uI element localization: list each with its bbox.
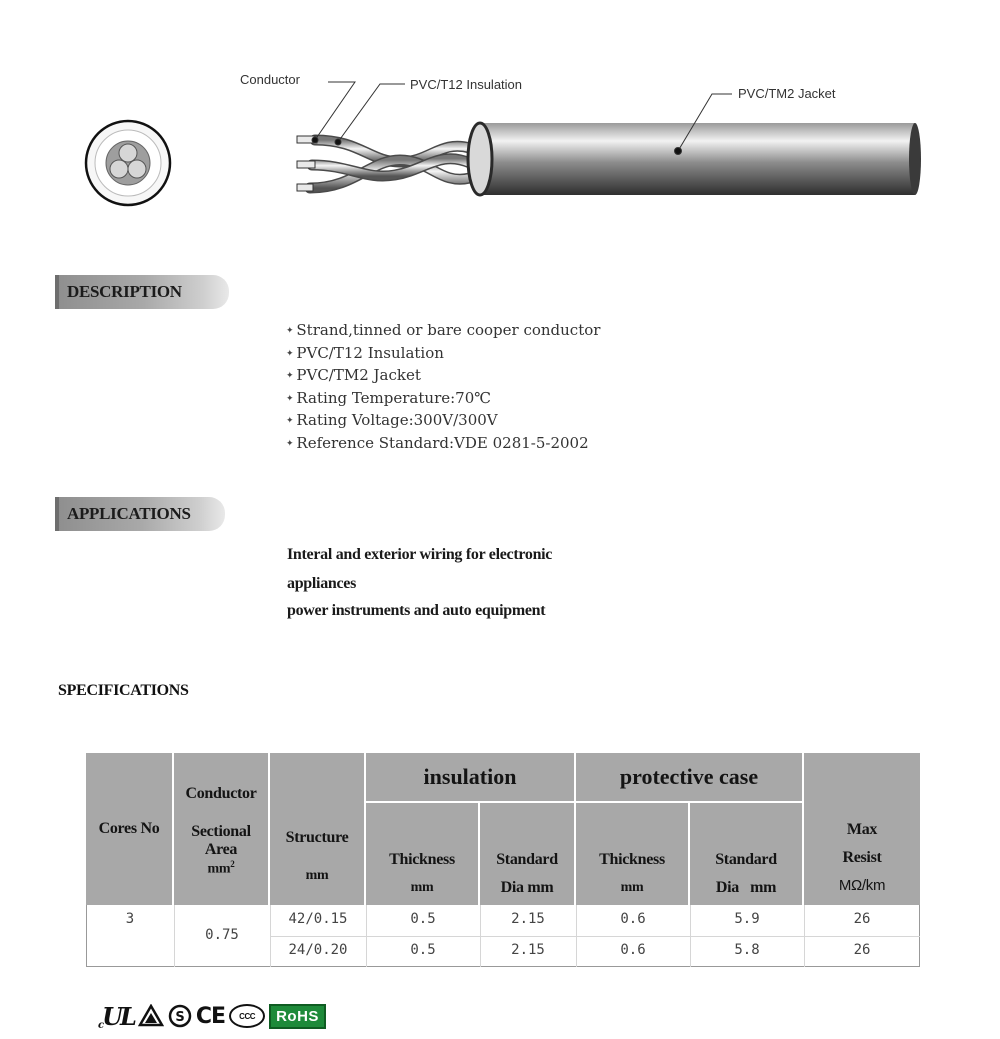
cell-ins-thickness: 0.5	[410, 942, 436, 958]
label-conductor: Conductor	[240, 72, 300, 87]
applications-header: APPLICATIONS	[55, 497, 225, 531]
cell-ins-dia: 2.15	[511, 911, 545, 927]
description-item: ✦ Rating Temperature:70℃	[286, 388, 600, 411]
twisted-wires	[297, 136, 470, 191]
description-list	[286, 320, 600, 455]
header-structure: Structure mm	[270, 753, 364, 905]
svg-text:S: S	[175, 1010, 185, 1025]
cell-area: 0.75	[205, 927, 239, 943]
cell-case-thickness: 0.6	[620, 911, 646, 927]
cross-section-icon	[86, 121, 170, 205]
header-conductor: Conductor Sectional Area $mm^2$	[174, 753, 268, 905]
header-protective-case: protective case	[576, 753, 802, 801]
cell-case-dia: 5.9	[734, 911, 760, 927]
cell-resist: 26	[853, 911, 871, 927]
cell-structure: 24/0.20	[288, 942, 348, 958]
description-item: ✦ PVC/T12 Insulation	[286, 343, 600, 366]
description-item: ✦ Reference Standard:VDE 0281-5-2002	[286, 433, 600, 456]
header-cores-no: Cores No	[86, 753, 172, 905]
description-item: ✦ Rating Voltage:300V/300V	[286, 410, 600, 433]
label-insulation: PVC/T12 Insulation	[410, 77, 523, 92]
cable-diagram	[0, 40, 1000, 240]
cell-structure: 42/0.15	[288, 911, 348, 927]
header-case-standard-dia: Standard Dia mm	[690, 803, 802, 905]
specifications-table	[86, 753, 920, 967]
certification-logos	[98, 1001, 326, 1031]
label-jacket: PVC/TM2 Jacket	[738, 86, 836, 101]
description-item: ✦ PVC/TM2 Jacket	[286, 365, 600, 388]
ccc-mark-icon: CCC	[229, 1004, 265, 1028]
cell-ins-dia: 2.15	[511, 942, 545, 958]
header-ins-standard-dia: Standard Dia mm	[480, 803, 574, 905]
application-line: Interal and exterior wiring for electronic	[287, 546, 553, 563]
specifications-title: SPECIFICATIONS	[58, 682, 189, 699]
description-header: DESCRIPTION	[55, 275, 229, 309]
s-mark-icon	[168, 1004, 192, 1028]
cell-resist: 26	[853, 942, 871, 958]
cell-ins-thickness: 0.5	[410, 911, 436, 927]
application-line: appliances	[287, 575, 357, 592]
application-line: power instruments and auto equipment	[287, 602, 546, 619]
header-insulation: insulation	[366, 753, 574, 801]
ce-mark-icon: CE	[195, 1003, 226, 1029]
triangle-mark-icon	[138, 1004, 164, 1028]
cell-case-thickness: 0.6	[620, 942, 646, 958]
ul-mark-icon: c UL	[98, 1001, 134, 1031]
header-max-resist: Max Resist MΩ/km	[804, 753, 920, 905]
rohs-badge: RoHS	[269, 1004, 326, 1029]
header-ins-thickness: Thickness mm	[366, 803, 478, 905]
description-item: ✦ Strand,tinned or bare cooper conductor	[286, 320, 600, 343]
cable-jacket	[468, 123, 921, 195]
header-case-thickness: Thickness mm	[576, 803, 688, 905]
cell-case-dia: 5.8	[734, 942, 760, 958]
cell-cores: 3	[125, 911, 135, 927]
